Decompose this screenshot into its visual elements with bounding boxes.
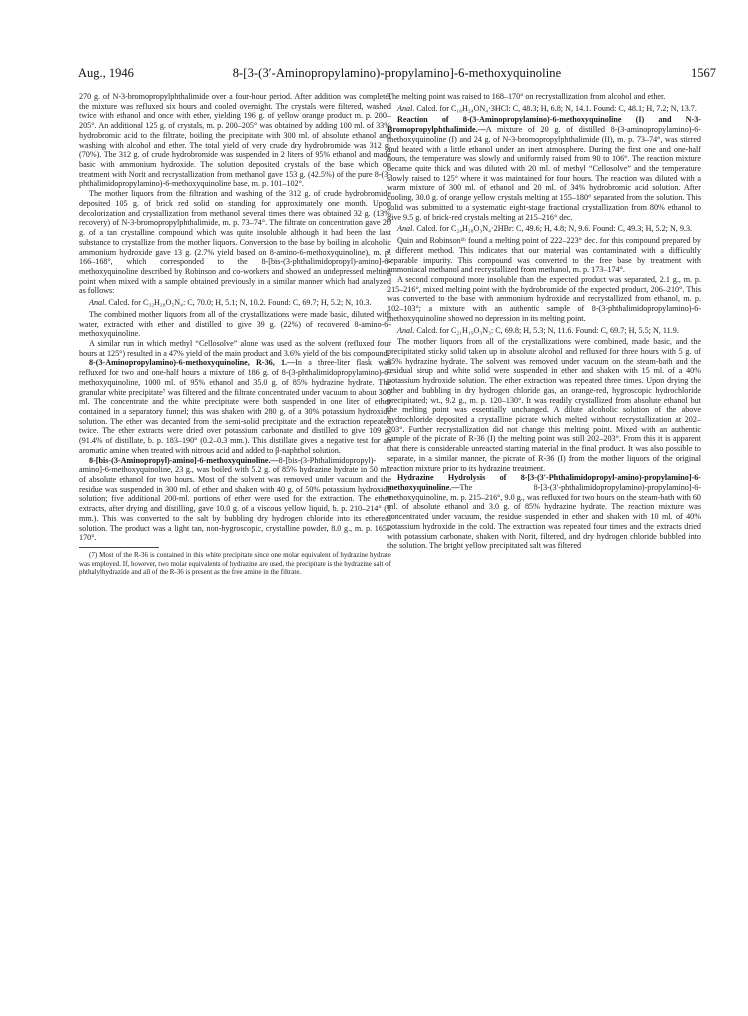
analysis-values: Calcd. for C₁₆H₂₄ON₄·3HCl: C, 48.3; H, 6.8; N, 14.1. Found: C, 48.1; H, 7.2; N, 13.7. (416, 103, 697, 113)
analysis-label: Anal. (397, 325, 415, 335)
analysis-line (79, 298, 391, 308)
paragraph: The mother liquors from the filtration and washing of the 312 g. of crude hydrobromide deposited 105 g. of brick red solid on standing for approximately one month. Upon decolorization and crystallization from methanol several times there was obtained 32 g. (13% recovery) of N-3-bromopropylphthalimide, m. p. 73–74°. The filtrate on concentration gave 20 g. of a tan crystalline compound which was quite insoluble although it had been the last substance to crystallize from the mother liquors. Conversion to the base by boiling in alcoholic ammonium hydroxide gave 13 g. (2.7% yield based on 8-amino-6-methoxyquinoline), m. p. 166–168°, which corresponded to the 8-[bis-(3-phthalimidopropyl)-amino]-6-methoxyquinoline described by Robinson and co-workers and showed an undepressed melting point when mixed with a sample obtained previously in a similar manner which had analyzed as follows: (79, 189, 391, 296)
paragraph: 270 g. of N-3-bromopropylphthalimide over a four-hour period. After addition was complete, the mixture was refluxed six hours and cooled overnight. The crystals were filtered, washed twice with ethanol and once with ether, yielding 196 g. of yellow orange product m. p. 200–205°. An additional 125 g. of crystals, m. p. 200–205° was obtained by adding 100 ml. of 33% hydrobromic acid to the filtrate, boiling the precipitate with 300 ml. of absolute ethanol and washing with alcohol and ether. The total yield of very crude dry hydrobromide was 312 g. (70%). The 312 g. of crude hydrobromide was suspended in 2 liters of 95% ethanol and made basic with ammonium hydroxide. The solution deposited crystals of the base which on treatment with Norit and recrystallization from methanol gave 153 g. (42.5%) of the pure 8-(3-phthalimidopropylamino)-6-methoxyquinoline base, m. p. 101–102°. (79, 92, 391, 189)
section-paragraph (387, 473, 701, 551)
section-body: The 8-[3-(3′-phthalimidopropylamino)-propylamino]-6-methoxyquinoline, m. p. 215–216°, 9.0 g., was refluxed for two hours on the steam-bath with 60 ml. of absolute ethanol and 3.0 g. of 85% hydrazine hydrate. The reaction mixture was concentrated under vacuum, the residue suspended in ether and shaken with 10 ml. of 40% potassium hydroxide in the cold. The extraction was repeated four times and the extracts dried with potassium carbonate, shaken with Norit, filtered, and dry hydrogen chloride bubbled into the solution. The bright yellow precipitated salt was filtered (387, 483, 701, 551)
running-title: 8-[3-(3′-Aminopropylamino)-propylamino]-6-methoxyquinoline (232, 66, 562, 80)
section-heading: Hydrazine Hydrolysis of 8-[3-(3′-Phthalimidopropyl-amino)-propylamino]-6-methoxyquinoline.— (387, 473, 701, 493)
section-paragraph (79, 456, 391, 543)
page-number: 1567 (691, 66, 716, 80)
right-column (387, 92, 701, 551)
paragraph: A similar run in which methyl “Cellosolve” alone was used as the solvent (refluxed four hours at 125°) resulted in a 47% yield of the main product and 3.6% yield of the bis compound. (79, 338, 391, 358)
analysis-values: Calcd. for C₃₂H₂₈O₅N₄: C, 70.0; H, 5.1; N, 10.2. Found: C, 69.7; H, 5.2; N, 10.3. (108, 298, 372, 308)
analysis-values: Calcd. for C₂₄H₂₈O₃N₄·2HBr: C, 49.6; H, 4.8; N, 9.6. Found: C, 49.3; H, 5.2; N, 9.3. (416, 224, 693, 234)
analysis-line (387, 104, 701, 114)
paragraph: A second compound more insoluble than the expected product was separated, 2.1 g., m. p. 215–216°, mixed melting point with the hydrobromide of the expected product, 206–210°. This was converted to the base with ammonium hydroxide and recrystallized from ethanol, m. p. 102–103°; a mixture with an authentic sample of 8-(3-phthalimidopropylamino)-6-methoxyquinoline showed no depression in its melting point. (387, 274, 701, 323)
footnote: (7) Most of the R-36 is contained in this white precipitate since one molar equivalent of hydrazine hydrate was employed. If, however, two molar equivalents of hydrazine are used, the precipitate is the hydrazine salt of phthalylhydrazide and all of the R-36 is present as the free amine in the filtrate. (79, 551, 391, 577)
analysis-line (387, 224, 701, 234)
running-header (78, 66, 716, 84)
analysis-line (387, 326, 701, 336)
section-paragraph (387, 115, 701, 222)
section-heading: 8-(3-Aminopropylamino)-6-methoxyquinoline, R-36, 1.— (89, 358, 296, 368)
paragraph: Quin and Robinson¹ᵇ found a melting point of 222–223° dec. for this compound prepared by a different method. This indicates that our material was contaminated with a difficultly separable impurity. This compound was converted to the free base by treatment with ammoniacal methanol and recrystallized from methanol, m. p. 173–174°. (387, 236, 701, 275)
section-heading: 8-[bis-(3-Aminopropyl)-amino]-6-methoxyquinoline.— (89, 455, 279, 465)
left-column (79, 92, 391, 577)
section-body: In a three-liter flask was refluxed for two and one-half hours a mixture of 186 g. of 8-(3-phthalimidopropylamino)-6-methoxyquinoline, 1000 ml. of 95% ethanol and 35.0 g. of 85% hydrazine hydrate. The granular white precipitate⁷ was filtered and the filtrate concentrated under vacuum to about 300 ml. The concentrate and the white precipitate were both suspended in one liter of ether contained in a separatory funnel; this was shaken with 280 g. of a 30% potassium hydroxide solution. The ether was decanted from the semi-solid precipitate and the extraction repeated twice. The ether extracts were dried over potassium carbonate and distilled to give 109 g. (91.4% of distillate, b. p. 183–190° (0.2–0.3 mm.). This distillate gives a negative test for an aromatic amine when treated with nitrous acid and added to β-naphthol solution. (79, 358, 391, 455)
section-body: A mixture of 20 g. of distilled 8-(3-aminopropylamino)-6-methoxyquinoline (I) and 24 g. of N-3-bromopropylphthalimide (II), m. p. 73–74°, was stirred and heated with a little ethanol under an inert atmosphere. During the first one and one-half hours, the temperature was slowly and uniformly raised from 90 to 106°. The reaction mixture became quite thick and was diluted with 20 ml. of methyl “Cellosolve” and the temperature slowly raised to 125° where it was maintained for four hours. The reaction was diluted with a warm mixture of 300 ml. of ethanol and 20 ml. of 34% hydrobromic acid solution. After cooling, 30.0 g. of orange yellow crystals melting at 155–180° separated from the solution. This solid was submitted to a systematic eight-stage fractional crystallization from 80% ethanol to give 9.5 g. of brick-red crystals melting at 215–216° dec. (387, 125, 701, 222)
analysis-label: Anal. (397, 103, 415, 113)
paragraph: The melting point was raised to 168–170° on recrystallization from alcohol and ether. (387, 92, 666, 101)
analysis-label: Anal. (397, 224, 415, 234)
section-paragraph (79, 358, 391, 455)
footnote-divider (79, 547, 159, 548)
section-heading: Reaction of 8-(3-Aminopropylamino)-6-methoxyquinoline (I) and N-3-Bromopropylphthalimide.— (387, 115, 701, 135)
analysis-values: Calcd. for C₂₁H₁₉O₃N₃: C, 69.8; H, 5.3; N, 11.6. Found: C, 69.7; H, 5.5; N, 11.9. (416, 325, 679, 335)
section-body: 8-[bis-(3-Phthalimidopropyl)-amino]-6-methoxyquinoline, 23 g., was boiled with 5.2 g. of 85% hydrazine hydrate in 50 ml. of absolute ethanol for two hours. Most of the solvent was removed under vacuum and the residue was suspended in 300 ml. of ether and shaken with 40 g. of 50% potassium hydroxide solution; five additional 200-ml. portions of ether were used for the extraction. The ether extracts, after drying and distilling, gave 10.0 g. of a viscous yellow liquid, b. p. 210–214° (1 mm.). This was converted to the salt by bubbling dry hydrogen chloride into its ethereal solution. The product was a light tan, non-hygroscopic, crystalline powder, 8.0 g., m. p. 165–170°. (79, 455, 391, 543)
analysis-label: Anal. (89, 298, 107, 308)
issue-date: Aug., 1946 (78, 66, 134, 80)
paragraph: The mother liquors from all of the crystallizations were combined, made basic, and the precipitated sticky solid taken up in absolute alcohol and refluxed for three hours with 5 g. of 85% hydrazine hydrate. The solvent was removed under vacuum on the steam-bath and the residual sirup and white solid were suspended in ether and shaken with 15 ml. of a 40% potassium hydroxide solution. The ether extraction was repeated three times. Upon drying the ether and bubbling in dry hydrogen chloride gas, an orange-red, hygroscopic hydrochloride precipitated; wt., 9.2 g., m. p. 120–130°. It was readily crystallized from absolute ethanol but the melting point was essentially unchanged. A dilute alcoholic solution of the above hydrochloride deposited a crystalline picrate which melted without recrystallization at 202–203°. Further recrystallization did not change this melting point. Mixed with an authentic sample of the picrate of R-36 (I) the melting point was still 202–203°. From this it is apparent that there is considerable unreacted starting material in the final product. It was also possible to separate, in a similar manner, the picrate of R-36 (I) from the mother liquors of the original reaction mixture prior to its hydrazine treatment. (387, 337, 701, 473)
paragraph: The combined mother liquors from all of the crystallizations were made basic, diluted with water, extracted with ether and distilled to give 39 g. (22%) of recovered 8-amino-6-methoxyquinoline. (79, 309, 391, 339)
